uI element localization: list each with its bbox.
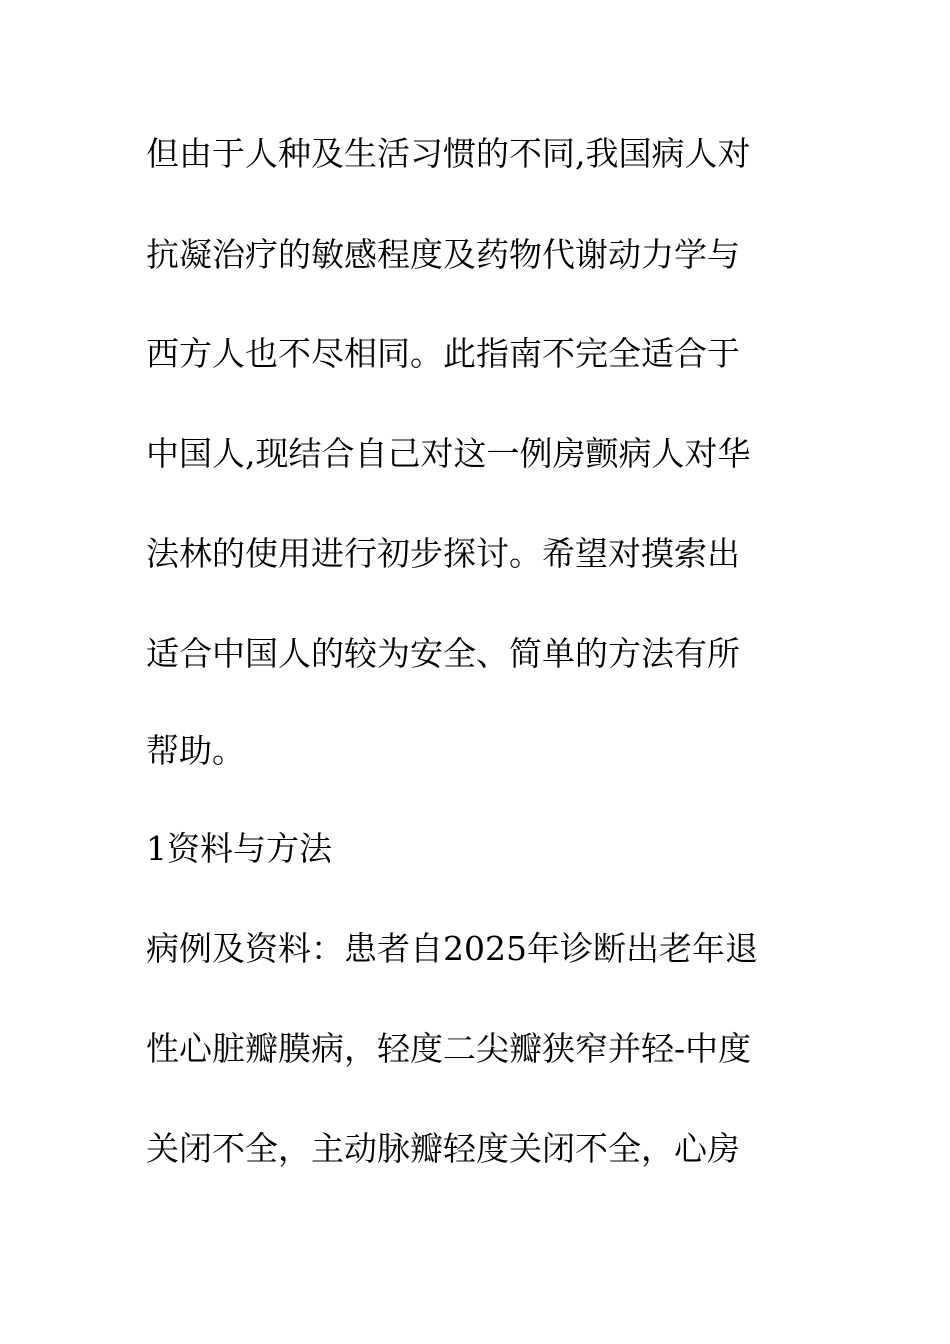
paragraph-line: 法林的使用进行初步探讨。希望对摸索出: [146, 534, 740, 573]
paragraph-line: 西方人也不尽相同。此指南不完全适合于: [146, 334, 740, 373]
paragraph-line: 但由于人种及生活习惯的不同,我国病人对: [146, 134, 751, 173]
section-paragraph-line: 性心脏瓣膜病，轻度二尖瓣狭窄并轻-中度: [146, 1029, 752, 1068]
paragraph-line: 抗凝治疗的敏感程度及药物代谢动力学与: [146, 235, 740, 274]
paragraph-line: 适合中国人的较为安全、简单的方法有所: [146, 634, 740, 673]
section-paragraph-line: 关闭不全，主动脉瓣轻度关闭不全，心房: [146, 1129, 740, 1168]
section-paragraph-line: 病例及资料：患者自2025年诊断出老年退: [146, 929, 758, 968]
paragraph-line: 中国人,现结合自己对这一例房颤病人对华: [146, 434, 751, 473]
section-heading: 1资料与方法: [146, 829, 332, 868]
paragraph-line: 帮助。: [146, 731, 245, 770]
